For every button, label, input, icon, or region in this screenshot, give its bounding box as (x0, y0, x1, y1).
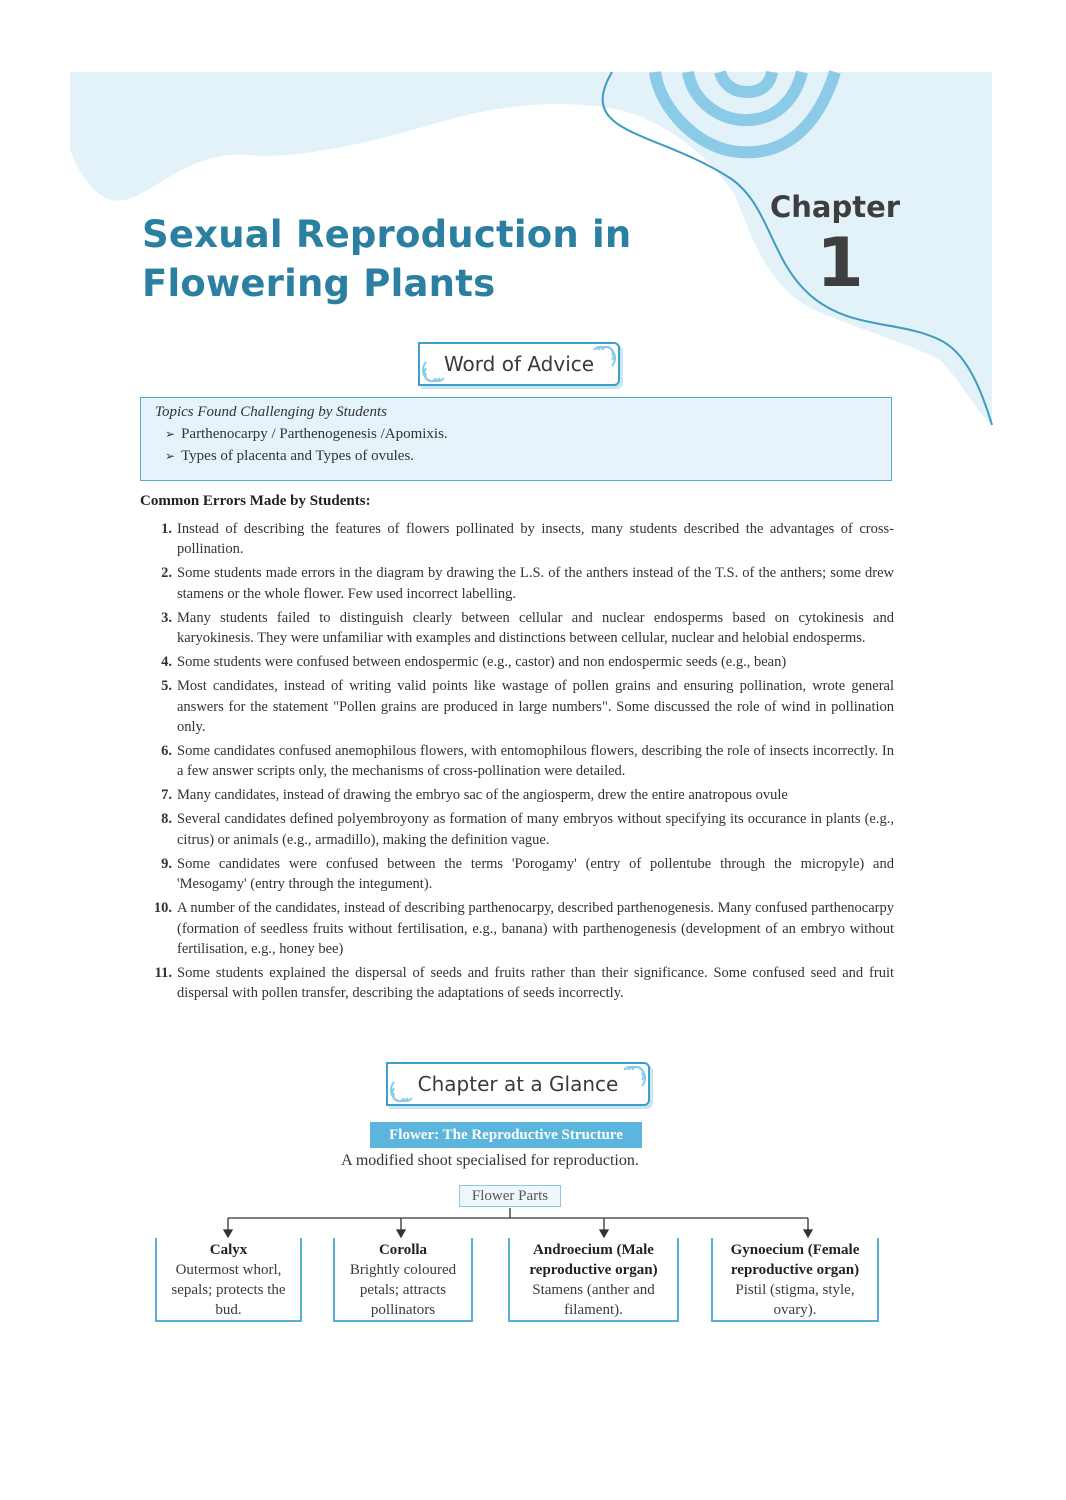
flower-part-desc: Pistil (stigma, style, ovary). (735, 1282, 855, 1318)
error-number: 2 . (140, 563, 172, 583)
error-item (140, 854, 894, 895)
error-number: 9 . (140, 854, 172, 874)
error-text: Some candidates were confused between the terms 'Porogamy' (entry of pollentube through the micropyle) and 'Mesogamy' (entry through the integument). (177, 855, 894, 893)
flower-description: A modified shoot specialised for reproduction. (341, 1152, 639, 1169)
wave-arc-icon (590, 346, 616, 370)
error-text: Many students failed to distinguish clearly between cellular and nuclear endosperms based on cytokinesis and karyokinesis. They were unfamiliar with examples and distinctions between cellular, nuclear and helobial endosperms. (177, 609, 894, 647)
error-text: Many candidates, instead of drawing the embryo sac of the angiosperm, drew the entire anatropous ovule (177, 787, 788, 804)
flower-part-desc: Outermost whorl, sepals; protects the bud. (171, 1262, 286, 1318)
error-number: 1 . (140, 519, 172, 539)
wave-arc-icon (422, 358, 448, 382)
wave-arc-icon (390, 1078, 416, 1102)
error-number: 10 . (140, 898, 172, 918)
flower-part-gynoecium (711, 1238, 879, 1322)
common-errors-heading: Common Errors Made by Students: (140, 493, 371, 509)
error-number: 8 . (140, 809, 172, 829)
error-item (140, 608, 894, 649)
chapter-title (142, 210, 631, 308)
error-text: Some students were confused between endospermic (e.g., castor) and non endospermic seeds (e.g., bean) (177, 654, 787, 671)
error-number: 4 . (140, 652, 172, 672)
flower-parts-label: Flower Parts (459, 1185, 561, 1207)
flowchart-connectors (224, 1208, 812, 1237)
word-of-advice-badge (418, 342, 620, 386)
error-text: A number of the candidates, instead of describing parthenocarpy, described parthenogenesis. Many confused parthenocarpy (formation of seedless fruits without fertilisation, e.g., banana) with parthenogenesis (development of an embryo without fertilisation, e.g., honey bee) (177, 900, 894, 958)
flower-part-name: Androecium (Male reproductive organ) (529, 1242, 658, 1278)
challenging-topics-box (140, 397, 892, 481)
error-text: Some students explained the dispersal of seeds and fruits rather than their significance. Some confused seed and fruit dispersal with pollen transfer, describing the adaptations of seeds incorrectly. (177, 965, 894, 1002)
error-item (140, 741, 894, 782)
word-of-advice-heading: Word of Advice (443, 352, 595, 376)
flower-part-corolla (333, 1238, 473, 1322)
flower-part-androecium (508, 1238, 679, 1322)
error-text: Most candidates, instead of writing valid points like wastage of pollen grains and ensuring pollination, wrote general answers for the statement "Pollen grains are produced in large numbers". Some discussed the role of wind in pollination only. (177, 678, 894, 736)
wave-arc-icon (620, 1066, 646, 1090)
error-text: Some candidates confused anemophilous flowers, with entomophilous flowers, describing the role of insects incorrectly. In a few answer scripts only, the mechanisms of cross-pollination were detailed. (177, 743, 894, 780)
error-item (140, 785, 894, 805)
topics-heading: Topics Found Challenging by Students (155, 404, 387, 420)
chapter-at-a-glance-heading: Chapter at a Glance (417, 1072, 619, 1096)
flower-structure-heading: Flower: The Reproductive Structure (370, 1122, 642, 1148)
error-item (140, 519, 894, 560)
error-item (140, 652, 894, 672)
topic-item: ➢ Parthenocarpy / Parthenogenesis /Apomixis. (165, 426, 891, 443)
error-number: 6 . (140, 741, 172, 761)
error-number: 11 . (140, 963, 172, 983)
error-text: Several candidates defined polyembroyony as formation of many embryos without specifying its occurance in plants (e.g., citrus) or animals (e.g., armadillo), making the definition vague. (177, 811, 894, 848)
flower-part-desc: Stamens (anther and filament). (532, 1282, 655, 1318)
error-item (140, 676, 894, 737)
chapter-title-line2: Flowering Plants (142, 262, 496, 305)
flower-part-name: Corolla (378, 1242, 428, 1258)
flower-part-name: Gynoecium (Female reproductive organ) (730, 1242, 860, 1278)
flower-part-name: Calyx (209, 1242, 248, 1258)
error-text: Instead of describing the features of flowers pollinated by insects, many students described the advantages of cross-pollination. (177, 521, 894, 558)
error-text: Some students made errors in the diagram by drawing the L.S. of the anthers instead of the T.S. of the anthers; some drew stamens or the whole flower. Few used incorrect labelling. (177, 565, 894, 602)
topic-item: ➢ Types of placenta and Types of ovules. (165, 448, 891, 465)
error-number: 5 . (140, 676, 172, 696)
error-item (140, 563, 894, 604)
chapter-label: Chapter (770, 190, 901, 224)
chapter-at-a-glance-badge (386, 1062, 650, 1106)
error-number: 3 . (140, 608, 172, 628)
error-item (140, 809, 894, 850)
common-errors-list (140, 519, 894, 1007)
error-item (140, 963, 894, 1004)
flower-part-desc: Brightly coloured petals; attracts pollinators (349, 1262, 457, 1318)
error-number: 7 . (140, 785, 172, 805)
flower-part-calyx (155, 1238, 302, 1322)
error-item (140, 898, 894, 959)
topics-list (155, 426, 891, 465)
chapter-title-line1: Sexual Reproduction in (142, 213, 632, 256)
chapter-number: 1 (816, 224, 864, 303)
